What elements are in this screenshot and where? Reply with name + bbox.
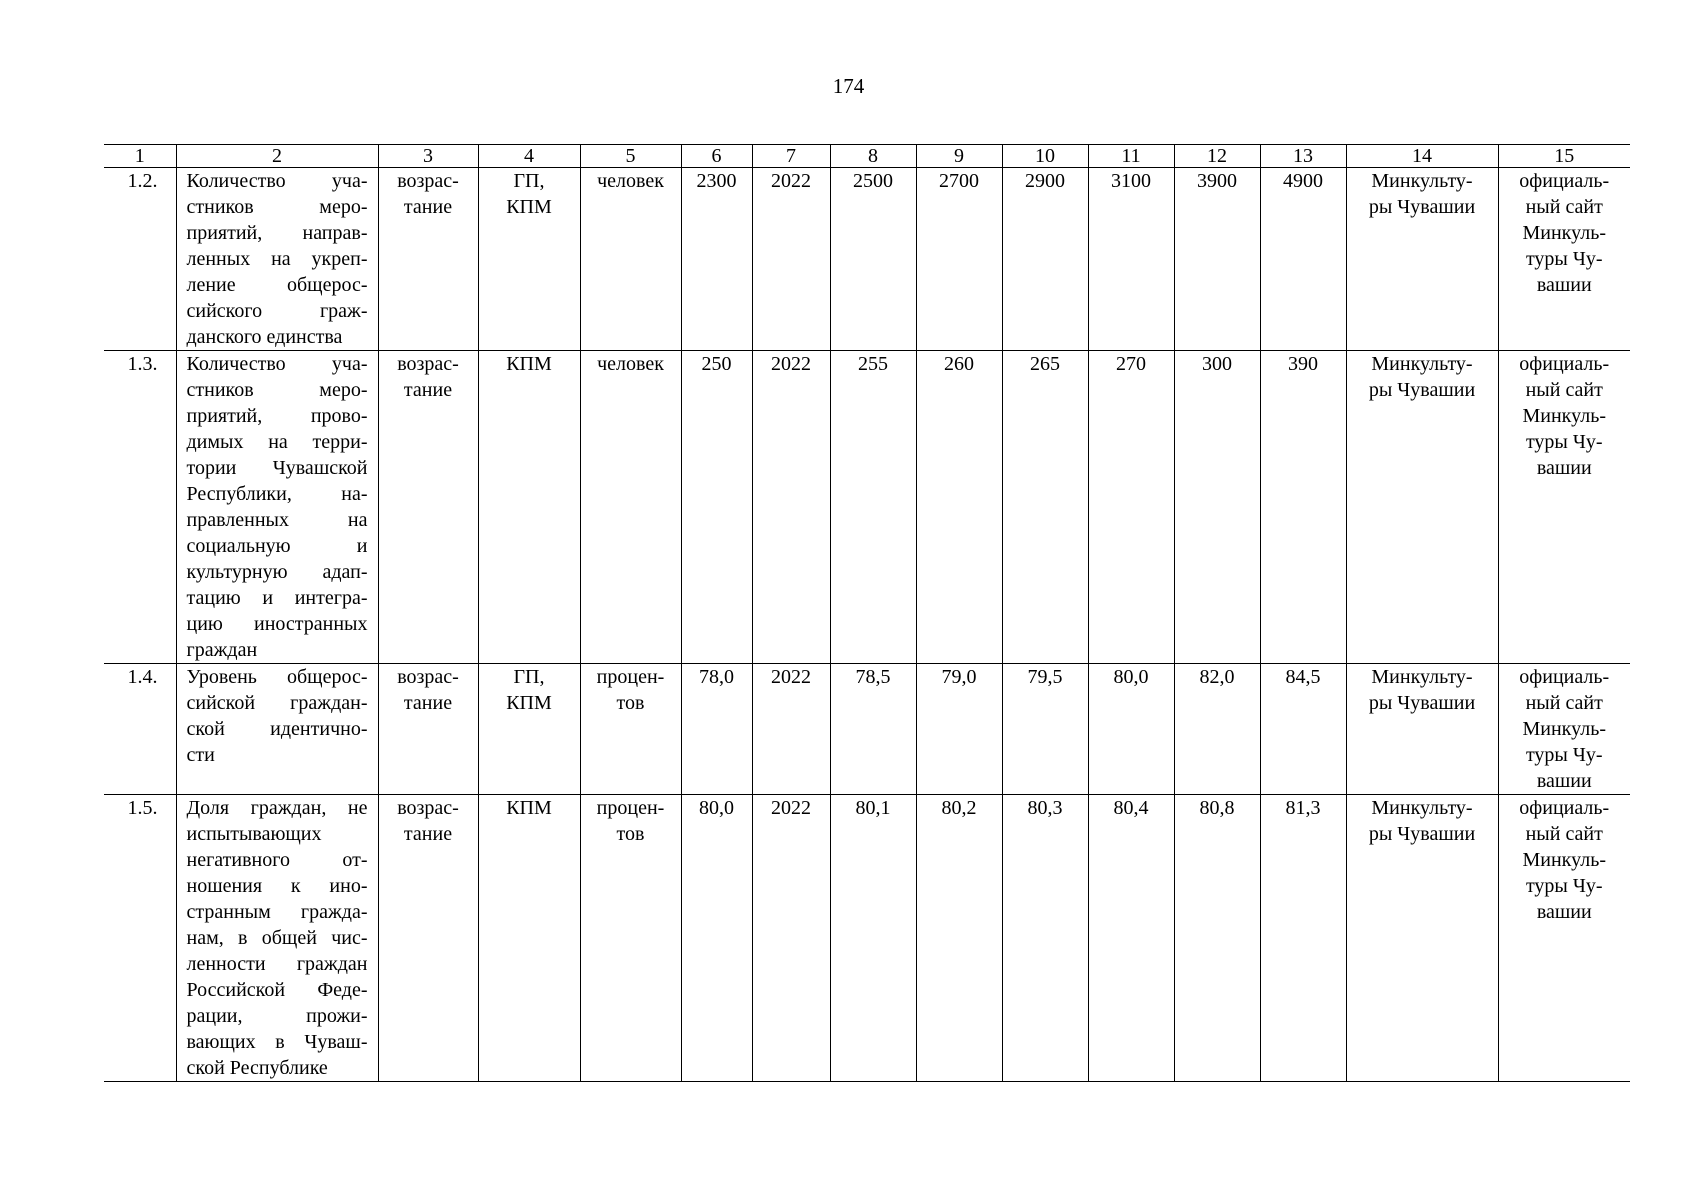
column-number-12: 12 — [1174, 145, 1260, 168]
value-col-11: 270 — [1088, 351, 1174, 664]
value-col-10: 79,5 — [1002, 664, 1088, 795]
value-col-12: 80,8 — [1174, 795, 1260, 1082]
source-line: туры Чу- — [1525, 875, 1603, 897]
name-line: приятий, прово- — [186, 405, 368, 427]
base-value: 250 — [681, 351, 752, 664]
column-number-8: 8 — [830, 145, 916, 168]
document-cell — [478, 795, 580, 1082]
source-line: Минкуль- — [1522, 718, 1606, 740]
resp-line: Минкульту- — [1371, 353, 1473, 375]
unit-line: человек — [597, 353, 664, 375]
column-number-4: 4 — [478, 145, 580, 168]
value-col-13: 4900 — [1260, 168, 1346, 351]
value-col-9: 2700 — [916, 168, 1002, 351]
source-line: вашии — [1536, 901, 1592, 923]
trend-line: возрас- — [397, 666, 459, 688]
responsible-cell — [1346, 664, 1498, 795]
column-number-2: 2 — [176, 145, 378, 168]
source-line: ный сайт — [1525, 692, 1603, 714]
column-number-1: 1 — [104, 145, 176, 168]
value-col-8: 78,5 — [830, 664, 916, 795]
name-line: стников меро- — [186, 379, 368, 401]
name-line: цию иностранных — [186, 613, 368, 635]
name-line: приятий, направ- — [186, 222, 368, 244]
name-line: Российской Феде- — [186, 979, 368, 1001]
doc-line: КПМ — [506, 353, 552, 375]
name-line: ленности граждан — [186, 953, 368, 975]
indicator-name — [176, 664, 378, 795]
column-number-11: 11 — [1088, 145, 1174, 168]
value-col-12: 82,0 — [1174, 664, 1260, 795]
document-cell — [478, 351, 580, 664]
name-line: ление общерос- — [186, 274, 368, 296]
trend-line: тание — [403, 823, 453, 845]
value-col-9: 79,0 — [916, 664, 1002, 795]
base-year: 2022 — [752, 168, 830, 351]
name-line: негативного от- — [186, 849, 368, 871]
value-col-12: 300 — [1174, 351, 1260, 664]
column-number-5: 5 — [580, 145, 681, 168]
trend-line: тание — [403, 379, 453, 401]
resp-line: Минкульту- — [1371, 170, 1473, 192]
source-line: официаль- — [1519, 666, 1610, 688]
column-number-13: 13 — [1260, 145, 1346, 168]
value-col-11: 80,4 — [1088, 795, 1174, 1082]
doc-line: ГП, — [513, 170, 545, 192]
source-line: туры Чу- — [1525, 248, 1603, 270]
value-col-8: 80,1 — [830, 795, 916, 1082]
column-number-7: 7 — [752, 145, 830, 168]
name-line: Доля граждан, не — [186, 797, 368, 819]
unit-cell — [580, 351, 681, 664]
indicators-table — [104, 144, 1630, 1082]
name-line: культурную адап- — [186, 561, 368, 583]
name-line: ленных на укреп- — [186, 248, 368, 270]
value-col-8: 2500 — [830, 168, 916, 351]
name-line: стников меро- — [186, 196, 368, 218]
value-col-10: 2900 — [1002, 168, 1088, 351]
unit-cell — [580, 664, 681, 795]
trend-cell — [378, 664, 478, 795]
row-number: 1.5. — [104, 795, 176, 1082]
resp-line: ры Чувашии — [1368, 692, 1476, 714]
page-number: 174 — [832, 74, 865, 98]
table-row — [104, 664, 1630, 795]
source-cell — [1498, 795, 1630, 1082]
indicator-name — [176, 168, 378, 351]
name-line: правленных на — [186, 509, 368, 531]
column-number-15: 15 — [1498, 145, 1630, 168]
unit-line: процен- — [596, 666, 665, 688]
resp-line: ры Чувашии — [1368, 823, 1476, 845]
trend-line: возрас- — [397, 170, 459, 192]
value-col-10: 265 — [1002, 351, 1088, 664]
column-number-6: 6 — [681, 145, 752, 168]
trend-cell — [378, 168, 478, 351]
responsible-cell — [1346, 351, 1498, 664]
name-line: нам, в общей чис- — [186, 927, 368, 949]
unit-line: процен- — [596, 797, 665, 819]
table-row — [104, 168, 1630, 351]
name-line: странным гражда- — [186, 901, 368, 923]
base-value: 78,0 — [681, 664, 752, 795]
unit-cell — [580, 168, 681, 351]
name-line: сийского граж- — [186, 300, 368, 322]
source-line: вашии — [1536, 274, 1592, 296]
name-line: ской Республике — [186, 1057, 328, 1079]
source-line: Минкуль- — [1522, 849, 1606, 871]
name-line: граждан — [186, 639, 258, 661]
resp-line: Минкульту- — [1371, 797, 1473, 819]
source-line: Минкуль- — [1522, 405, 1606, 427]
value-col-9: 260 — [916, 351, 1002, 664]
base-year: 2022 — [752, 795, 830, 1082]
resp-line: Минкульту- — [1371, 666, 1473, 688]
row-number: 1.2. — [104, 168, 176, 351]
base-year: 2022 — [752, 351, 830, 664]
trend-line: возрас- — [397, 797, 459, 819]
value-col-9: 80,2 — [916, 795, 1002, 1082]
source-line: официаль- — [1519, 170, 1610, 192]
value-col-11: 80,0 — [1088, 664, 1174, 795]
column-number-9: 9 — [916, 145, 1002, 168]
base-year: 2022 — [752, 664, 830, 795]
source-cell — [1498, 664, 1630, 795]
table-row — [104, 351, 1630, 664]
column-number-3: 3 — [378, 145, 478, 168]
responsible-cell — [1346, 795, 1498, 1082]
source-line: Минкуль- — [1522, 222, 1606, 244]
column-number-10: 10 — [1002, 145, 1088, 168]
name-line: социальную и — [186, 535, 368, 557]
value-col-10: 80,3 — [1002, 795, 1088, 1082]
source-line: официаль- — [1519, 797, 1610, 819]
row-number: 1.3. — [104, 351, 176, 664]
doc-line: КПМ — [506, 692, 552, 714]
doc-line: КПМ — [506, 196, 552, 218]
document-cell — [478, 664, 580, 795]
source-cell — [1498, 351, 1630, 664]
source-cell — [1498, 168, 1630, 351]
resp-line: ры Чувашии — [1368, 379, 1476, 401]
name-line: Количество уча- — [186, 170, 368, 192]
name-line: ской идентично- — [186, 718, 368, 740]
value-col-13: 390 — [1260, 351, 1346, 664]
source-line: туры Чу- — [1525, 431, 1603, 453]
unit-cell — [580, 795, 681, 1082]
base-value: 80,0 — [681, 795, 752, 1082]
value-col-13: 81,3 — [1260, 795, 1346, 1082]
value-col-13: 84,5 — [1260, 664, 1346, 795]
name-line: вающих в Чуваш- — [186, 1031, 368, 1053]
value-col-11: 3100 — [1088, 168, 1174, 351]
source-line: официаль- — [1519, 353, 1610, 375]
value-col-8: 255 — [830, 351, 916, 664]
name-line: Уровень общерос- — [186, 666, 368, 688]
indicator-name — [176, 351, 378, 664]
source-line: вашии — [1536, 457, 1592, 479]
doc-line: КПМ — [506, 797, 552, 819]
name-line: рации, прожи- — [186, 1005, 368, 1027]
source-line: вашии — [1536, 770, 1592, 792]
source-line: ный сайт — [1525, 823, 1603, 845]
name-line: тацию и интегра- — [186, 587, 368, 609]
name-line: тории Чувашской — [186, 457, 368, 479]
trend-line: возрас- — [397, 353, 459, 375]
name-line: сийской граждан- — [186, 692, 368, 714]
responsible-cell — [1346, 168, 1498, 351]
value-col-12: 3900 — [1174, 168, 1260, 351]
base-value: 2300 — [681, 168, 752, 351]
table-row — [104, 795, 1630, 1082]
name-line: испытывающих — [186, 823, 322, 845]
row-number: 1.4. — [104, 664, 176, 795]
name-line: ношения к ино- — [186, 875, 368, 897]
trend-line: тание — [403, 196, 453, 218]
document-cell — [478, 168, 580, 351]
unit-line: человек — [597, 170, 664, 192]
unit-line: тов — [616, 823, 645, 845]
name-line: данского единства — [186, 326, 343, 348]
unit-line: тов — [616, 692, 645, 714]
resp-line: ры Чувашии — [1368, 196, 1476, 218]
doc-line: ГП, — [513, 666, 545, 688]
name-line: сти — [186, 744, 215, 766]
source-line: ный сайт — [1525, 196, 1603, 218]
name-line: димых на терри- — [186, 431, 368, 453]
column-number-14: 14 — [1346, 145, 1498, 168]
indicator-name — [176, 795, 378, 1082]
source-line: ный сайт — [1525, 379, 1603, 401]
table-header-row — [104, 145, 1630, 168]
trend-line: тание — [403, 692, 453, 714]
trend-cell — [378, 351, 478, 664]
source-line: туры Чу- — [1525, 744, 1603, 766]
name-line: Количество уча- — [186, 353, 368, 375]
name-line: Республики, на- — [186, 483, 368, 505]
trend-cell — [378, 795, 478, 1082]
